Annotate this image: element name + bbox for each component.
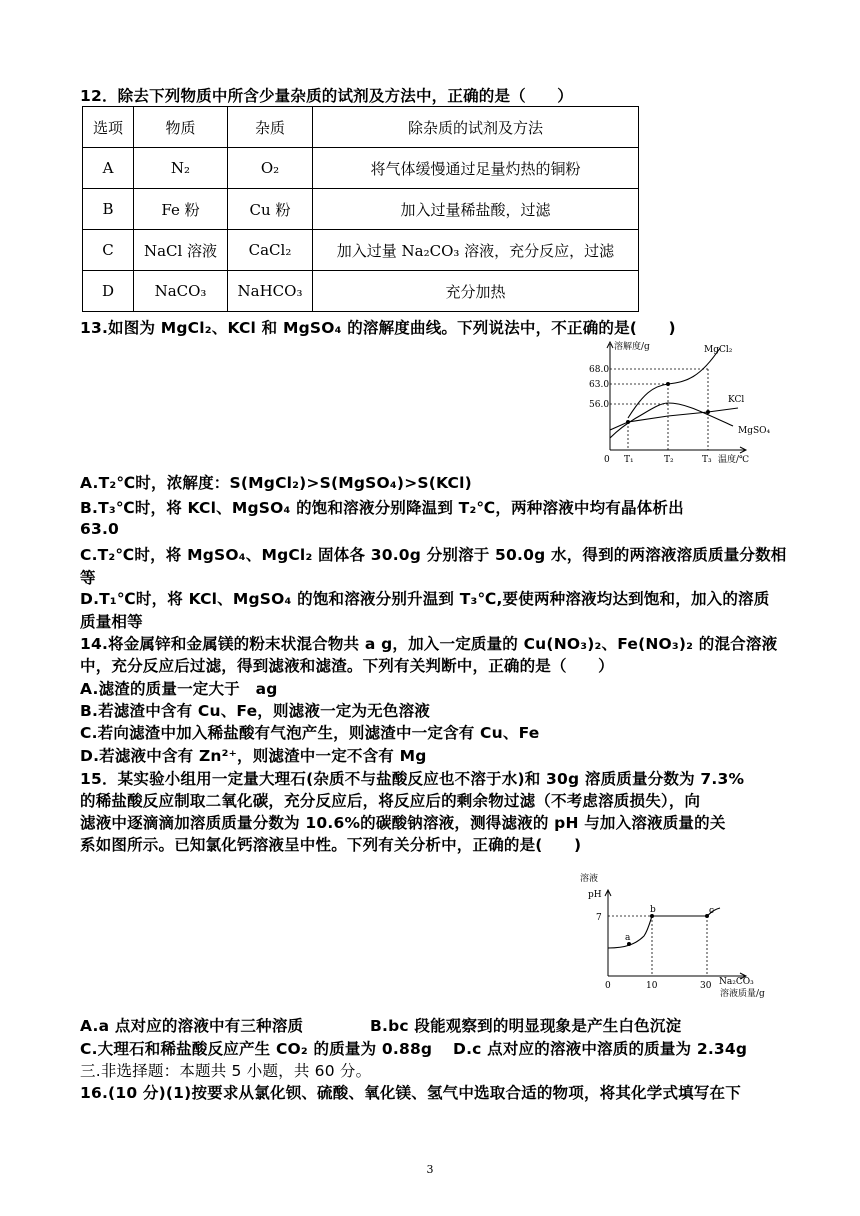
q13-stem: 13.如图为 MgCl₂、KCl 和 MgSO₄ 的溶解度曲线。下列说法中，不正确的是( ) <box>80 319 676 337</box>
table-cell: Cu 粉 <box>228 189 313 230</box>
table-cell: A <box>83 148 134 189</box>
x-tick-0: 0 <box>605 981 611 991</box>
q13-stray-text: 63.0 <box>80 520 120 538</box>
point-label-c: c <box>709 906 715 916</box>
page-number: 3 <box>426 1163 434 1176</box>
table-cell: Fe 粉 <box>134 189 228 230</box>
table-row <box>83 271 639 312</box>
q15-option-b: B.bc 段能观察到的明显现象是产生白色沉淀 <box>370 1017 682 1035</box>
q15-option-d: D.c 点对应的溶液中溶质的质量为 2.34g <box>453 1040 748 1058</box>
q14-stem-line2: 中，充分反应后过滤，得到滤液和滤渣。下列有关判断中，正确的是（ ） <box>80 657 614 675</box>
table-cell: NaCO₃ <box>134 271 228 312</box>
q15-stem-line3: 滤液中逐滴滴加溶质质量分数为 10.6%的碳酸钠溶液，测得滤液的 pH 与加入溶液质量的关 <box>80 814 726 832</box>
y-tick-63: 63.0 <box>589 380 610 390</box>
q13-option-c-line1: C.T₂℃时，将 MgSO₄、MgCl₂ 固体各 30.0g 分别溶于 50.0g 水，得到的两溶液溶质质量分数相 <box>80 546 787 564</box>
table-cell: D <box>83 271 134 312</box>
table-cell: CaCl₂ <box>228 230 313 271</box>
series-label-mgcl2: MgCl₂ <box>704 345 733 355</box>
table-header-row <box>83 107 639 148</box>
table-row <box>83 148 639 189</box>
solubility-chart <box>588 338 788 470</box>
q13-option-c-line2: 等 <box>80 569 96 587</box>
x-axis-label: 温度/℃ <box>718 455 750 465</box>
q13-option-d-line1: D.T₁℃时，将 KCl、MgSO₄ 的饱和溶液分别升温到 T₃℃,要使两种溶液均达到饱和，加入的溶质 <box>80 590 770 608</box>
y-tick-68: 68.0 <box>589 365 610 375</box>
table-cell: 充分加热 <box>313 271 639 312</box>
x-tick-10: 10 <box>646 981 658 991</box>
q13-option-d-line2: 质量相等 <box>80 613 143 631</box>
table-cell: B <box>83 189 134 230</box>
header-method: 除杂质的试剂及方法 <box>313 107 639 148</box>
y-axis-label-line1: 溶液 <box>580 874 599 884</box>
header-option: 选项 <box>83 107 134 148</box>
y-axis-label-line2: pH <box>588 890 602 900</box>
series-mgcl2-curve <box>628 348 720 418</box>
x-tick-0: 0 <box>604 455 610 465</box>
q15-stem-line4: 系如图所示。已知氯化钙溶液呈中性。下列有关分析中，正确的是( ) <box>80 836 582 854</box>
series-label-mgso4: MgSO₄ <box>738 426 771 436</box>
q16-stem: 16.(10 分)(1)按要求从氯化钡、硫酸、氧化镁、氢气中选取合适的物项，将其化学式填写在下 <box>80 1084 741 1102</box>
q15-option-a: A.a 点对应的溶液中有三种溶质 <box>80 1017 304 1035</box>
x-axis-label-line2: 溶液质量/g <box>720 989 765 998</box>
point-label-a: a <box>625 933 631 943</box>
table-cell: 加入过量 Na₂CO₃ 溶液，充分反应，过滤 <box>313 230 639 271</box>
table-cell: 将气体缓慢通过足量灼热的铜粉 <box>313 148 639 189</box>
table-cell: 加入过量稀盐酸，过滤 <box>313 189 639 230</box>
point-t1-intersection <box>626 420 630 424</box>
table-cell: NaCl 溶液 <box>134 230 228 271</box>
x-tick-t2: T₂ <box>664 455 674 465</box>
header-impurity: 杂质 <box>228 107 313 148</box>
q14-option-d: D.若滤液中含有 Zn²⁺，则滤渣中一定不含有 Mg <box>80 747 427 765</box>
point-mgcl2-t2 <box>666 382 670 386</box>
point-t3-intersection <box>706 410 710 414</box>
table-cell: C <box>83 230 134 271</box>
x-tick-t3: T₃ <box>702 455 712 465</box>
x-tick-t1: T₁ <box>624 455 634 465</box>
section-3-heading: 三.非选择题：本题共 5 小题，共 60 分。 <box>80 1062 372 1080</box>
q13-option-b: B.T₃℃时，将 KCl、MgSO₄ 的饱和溶液分别降温到 T₂℃，两种溶液中均有晶体析出 <box>80 499 684 517</box>
q14-option-c: C.若向滤渣中加入稀盐酸有气泡产生，则滤渣中一定含有 Cu、Fe <box>80 724 540 742</box>
q14-stem-line1: 14.将金属锌和金属镁的粉末状混合物共 a g，加入一定质量的 Cu(NO₃)₂、Fe(NO₃)₂ 的混合溶液 <box>80 635 778 653</box>
q14-option-b: B.若滤渣中含有 Cu、Fe，则滤液一定为无色溶液 <box>80 702 430 720</box>
point-label-b: b <box>650 905 656 915</box>
y-axis-label: 溶解度/g <box>614 342 650 352</box>
series-label-kcl: KCl <box>728 395 745 405</box>
header-substance: 物质 <box>134 107 228 148</box>
x-axis-label-line1: Na₂CO₃ <box>719 977 754 987</box>
table-row <box>83 230 639 271</box>
table-cell: NaHCO₃ <box>228 271 313 312</box>
q13-option-a: A.T₂℃时，浓解度：S(MgCl₂)>S(MgSO₄)>S(KCl) <box>80 474 472 492</box>
table-cell: N₂ <box>134 148 228 189</box>
ph-chart <box>576 870 776 998</box>
x-tick-30: 30 <box>700 981 712 991</box>
q15-option-c: C.大理石和稀盐酸反应产生 CO₂ 的质量为 0.88g <box>80 1040 433 1058</box>
table-cell: O₂ <box>228 148 313 189</box>
table-row <box>83 189 639 230</box>
y-tick-7: 7 <box>596 913 602 923</box>
y-tick-56: 56.0 <box>589 400 610 410</box>
q12-table <box>82 106 639 312</box>
q14-option-a: A.滤渣的质量一定大于 ag <box>80 680 278 698</box>
q15-stem-line2: 的稀盐酸反应制取二氧化碳，充分反应后，将反应后的剩余物过滤（不考虑溶质损失），向 <box>80 792 701 810</box>
q15-stem-line1: 15．某实验小组用一定量大理石(杂质不与盐酸反应也不溶于水)和 30g 溶质质量分数为 7.3% <box>80 770 745 788</box>
q12-stem: 12．除去下列物质中所含少量杂质的试剂及方法中，正确的是（ ） <box>80 87 573 105</box>
